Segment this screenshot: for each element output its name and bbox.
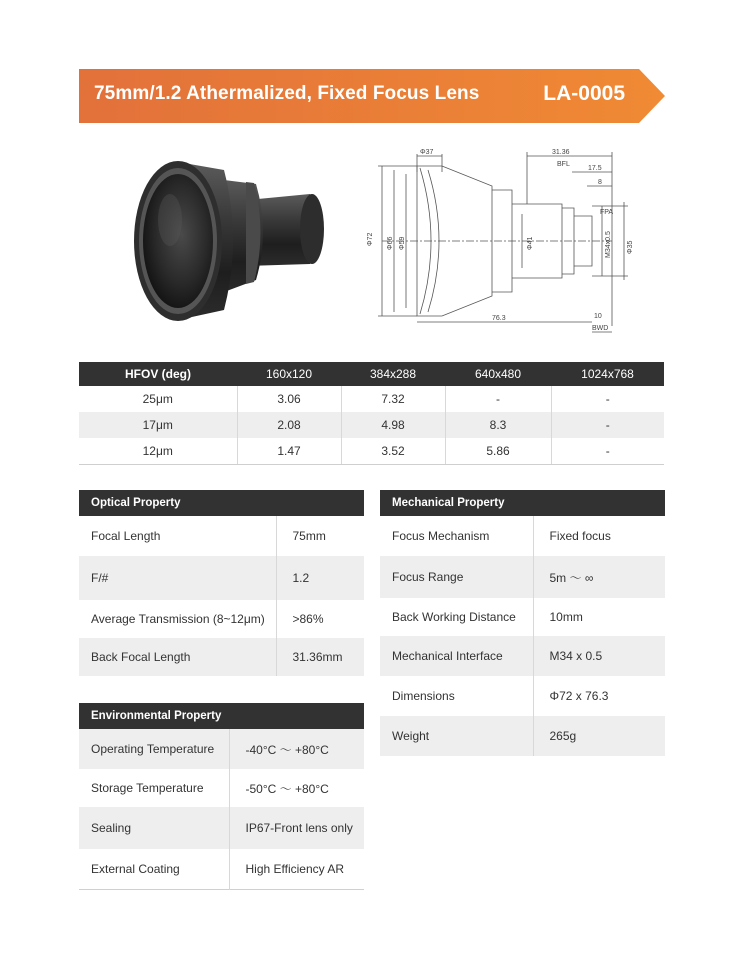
table-row	[79, 807, 364, 849]
property-label: Dimensions	[380, 676, 533, 716]
property-label: Focus Mechanism	[380, 516, 533, 556]
property-label: Storage Temperature	[79, 769, 229, 807]
header-banner	[79, 69, 665, 123]
hfov-value: 5.86	[445, 438, 551, 464]
property-label: Back Focal Length	[79, 638, 276, 676]
table-row	[79, 412, 664, 438]
pixel-pitch: 17μm	[79, 412, 237, 438]
hfov-header: HFOV (deg)	[79, 362, 237, 386]
drawing-label: 31.36	[552, 149, 570, 156]
property-value: IP67-Front lens only	[229, 807, 364, 849]
property-label: Sealing	[79, 807, 229, 849]
property-label: Operating Temperature	[79, 729, 229, 769]
table-row	[79, 849, 364, 889]
property-value: 75mm	[292, 529, 326, 543]
table-row	[79, 638, 364, 676]
table-row	[380, 636, 665, 676]
property-value: 265g	[533, 716, 665, 756]
property-label: Average Transmission (8~12μm)	[79, 600, 276, 638]
property-label: External Coating	[79, 849, 229, 889]
property-label: Focus Range	[380, 556, 533, 598]
table-row	[380, 556, 665, 598]
section-title: Optical Property	[79, 490, 364, 516]
property-value: 31.36mm	[276, 638, 364, 676]
hfov-value: -	[551, 438, 664, 464]
drawing-label: Φ41	[527, 236, 534, 250]
hfov-value: 3.52	[341, 438, 445, 464]
property-label: Weight	[380, 716, 533, 756]
drawing-label: 8	[598, 179, 602, 186]
drawing-label: M34x0.5	[605, 231, 612, 258]
hfov-value: -	[605, 392, 610, 406]
drawing-label: BFL	[557, 161, 570, 168]
hfov-value: 2.08	[237, 412, 341, 438]
hfov-value: 1.47	[237, 438, 341, 464]
table-row	[79, 438, 664, 464]
hfov-column-header: 640x480	[445, 362, 551, 386]
drawing-label: Φ72	[367, 232, 374, 246]
table-row	[79, 516, 364, 556]
mechanical-property-table	[380, 490, 665, 756]
hfov-table	[79, 362, 664, 465]
hfov-column-header: 1024x768	[551, 362, 664, 386]
hfov-value: -	[551, 412, 664, 438]
table-row	[79, 600, 364, 638]
table-row	[79, 729, 364, 769]
hfov-value: 3.06	[237, 386, 341, 412]
hfov-column-header: 160x120	[237, 362, 341, 386]
product-code: LA-0005	[543, 82, 625, 105]
property-value: 10mm	[549, 610, 583, 624]
drawing-label: 76.3	[492, 315, 506, 322]
optical-property-table	[79, 490, 364, 676]
hfov-value: 4.98	[341, 412, 445, 438]
drawing-label: 17.5	[588, 165, 602, 172]
property-value: 5m ～ ∞	[533, 556, 665, 598]
property-label: Focal Length	[79, 516, 276, 556]
table-row	[79, 386, 664, 412]
hfov-value: 7.32	[341, 386, 445, 412]
table-row	[380, 676, 665, 716]
property-value: 1.2	[276, 556, 364, 600]
property-label: F/#	[79, 556, 276, 600]
property-label: Back Working Distance	[380, 598, 533, 636]
property-label: Mechanical Interface	[380, 636, 533, 676]
property-value: -40°C ～ +80°C	[229, 729, 364, 769]
drawing-label: Φ66	[387, 236, 394, 250]
drawing-label: Φ37	[420, 149, 434, 156]
table-row	[380, 716, 665, 756]
pixel-pitch: 25μm	[79, 386, 237, 412]
pixel-pitch: 12μm	[79, 438, 237, 464]
drawing-label: FPA	[600, 209, 614, 216]
table-row	[380, 516, 665, 556]
table-row	[380, 598, 665, 636]
drawing-label: BWD	[592, 325, 609, 332]
hfov-value: 8.3	[445, 412, 551, 438]
property-value: High Efficiency AR	[245, 861, 344, 876]
hfov-value: -	[445, 386, 551, 412]
lens-photo	[128, 148, 328, 333]
property-value: M34 x 0.5	[533, 636, 665, 676]
property-value: Fixed focus	[549, 529, 611, 543]
technical-drawing	[362, 146, 652, 336]
property-value: Φ72 x 76.3	[549, 689, 609, 703]
section-title: Mechanical Property	[380, 490, 665, 516]
table-row	[79, 769, 364, 807]
table-row	[79, 556, 364, 600]
environmental-property-table	[79, 703, 364, 890]
property-value: -50°C ～ +80°C	[245, 781, 329, 796]
section-title: Environmental Property	[79, 703, 364, 729]
drawing-label: Φ59	[399, 236, 406, 250]
drawing-label: Φ35	[627, 240, 634, 254]
hfov-column-header: 384x288	[341, 362, 445, 386]
property-value: >86%	[292, 612, 324, 626]
drawing-label: 10	[594, 313, 602, 320]
page-title: 75mm/1.2 Athermalized, Fixed Focus Lens	[94, 83, 480, 104]
